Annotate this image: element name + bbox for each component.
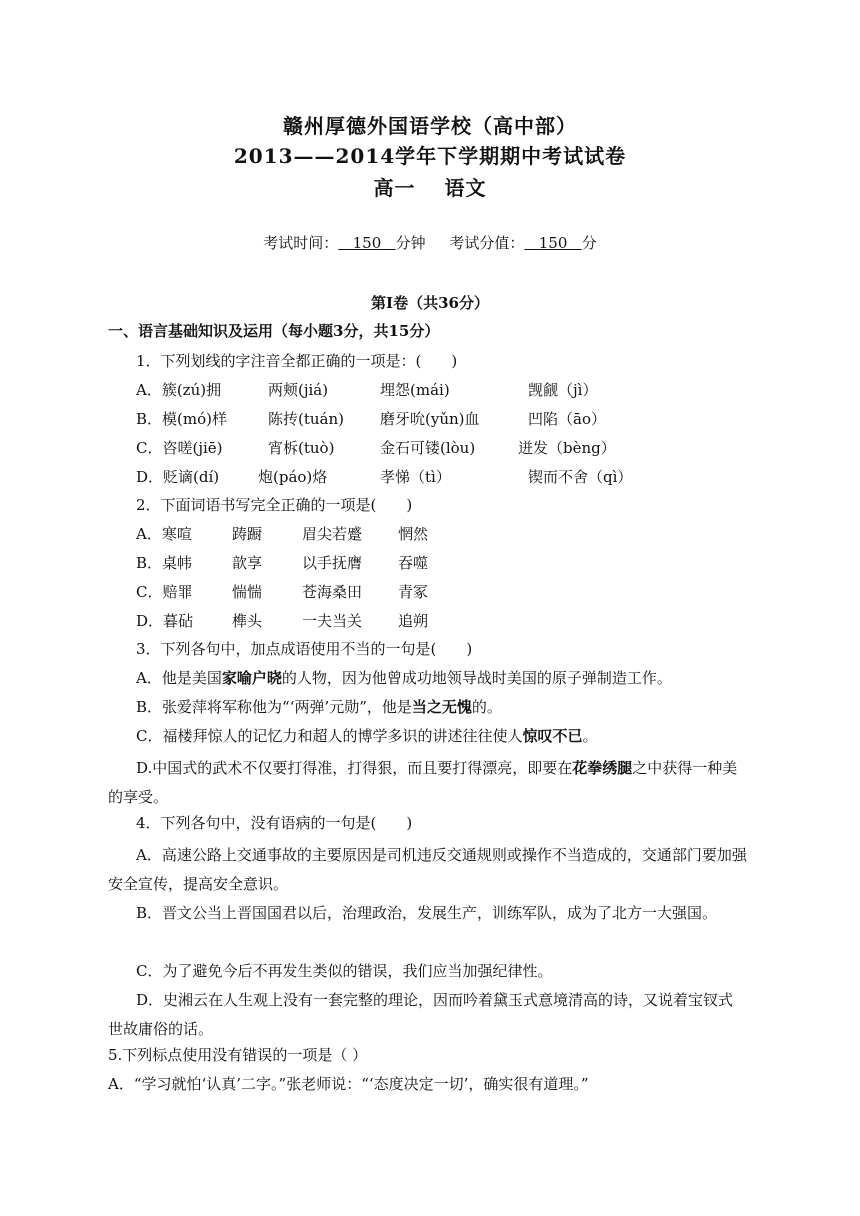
q3-option-c: C．福楼拜惊人的记忆力和超人的博学多识的讲述往往使人惊叹不已。 [136, 727, 598, 745]
q1-stem: 1．下列划线的字注音全都正确的一项是：( ) [136, 352, 458, 370]
school-title: 赣州厚德外国语学校（高中部） [283, 114, 577, 138]
q5-stem: 5.下列标点使用没有错误的一项是（ ） [108, 1046, 368, 1064]
q2-stem: 2．下面词语书写完全正确的一项是( ) [136, 496, 413, 514]
section-title: 第Ⅰ卷（共36分） [371, 294, 489, 312]
q3-option-a: A．他是美国家喻户晓的人物，因为他曾成功地领导战时美国的原子弹制造工作。 [136, 669, 672, 687]
score-label: 考试分值： [449, 234, 525, 252]
q3-c-idiom: 惊叹不已 [522, 727, 583, 745]
q3-b-idiom: 当之无愧 [411, 698, 472, 716]
q3-d-idiom: 花拳绣腿 [572, 759, 633, 777]
time-value: 150 [352, 234, 382, 252]
q4-option-a: A．高速公路上交通事故的主要原因是司机违反交通规则或操作不当造成的，交通部门要加强安全宣传，提高安全意识。 [108, 846, 747, 893]
exam-title: 2013——2014学年下学期期中考试试卷 [233, 144, 627, 168]
time-unit: 分钟 [395, 234, 426, 252]
q3-option-b: B．张爱萍将军称他为“‘两弹’元勋”，他是当之无愧的。 [136, 698, 502, 716]
q3-a-idiom: 家喻户晓 [221, 669, 282, 687]
q4-option-d: D．史湘云在人生观上没有一套完整的理论，因而吟着黛玉式意境清高的诗，又说着宝钗式世故庸俗的话。 [108, 991, 734, 1038]
q4-option-c: C．为了避免今后不再发生类似的错误，我们应当加强纪律性。 [136, 962, 553, 980]
q4-stem: 4．下列各句中，没有语病的一句是( ) [136, 814, 413, 832]
score-unit: 分 [581, 234, 597, 252]
q3-option-d: D.中国式的武术不仅要打得准，打得狠，而且要打得漂亮，即要在花拳绣腿之中获得一种美的享受。 [108, 759, 738, 806]
part-one-title: 一、语言基础知识及运用（每小题3分，共15分） [108, 322, 440, 340]
time-label: 考试时间： [263, 234, 339, 252]
subject-title: 高一 语文 [373, 176, 487, 200]
score-value: 150 [538, 234, 568, 252]
q4-option-b: B．晋文公当上晋国国君以后，治理政治，发展生产，训练军队，成为了北方一大强国。 [136, 904, 718, 922]
q5-option-a: A．“学习就怕‘认真’二字。”张老师说：“‘态度决定一切’，确实很有道理。” [108, 1075, 589, 1093]
q3-stem: 3．下列各句中，加点成语使用不当的一句是( ) [136, 640, 473, 658]
exam-info [0, 232, 860, 254]
